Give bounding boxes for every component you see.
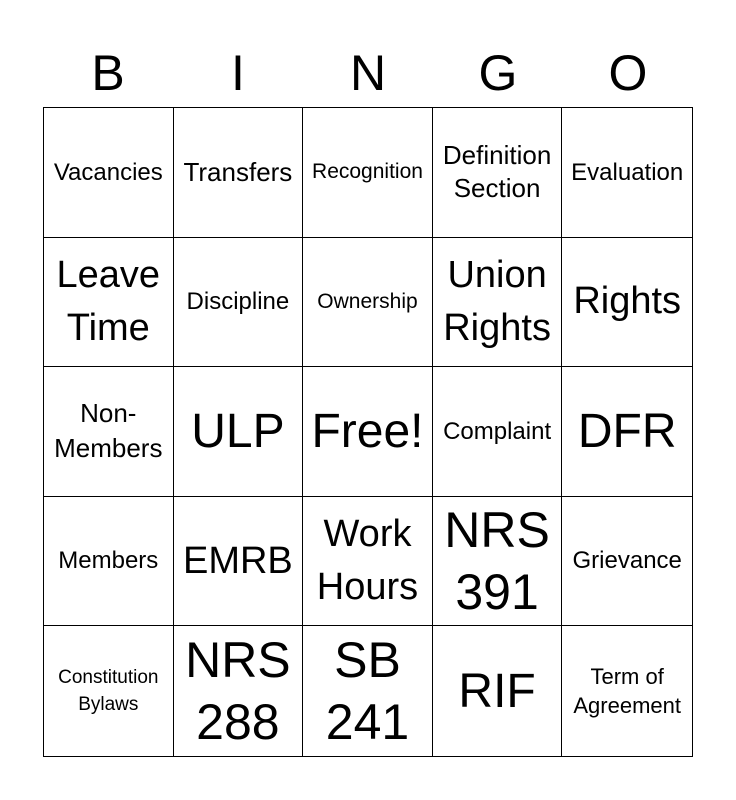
bingo-cell[interactable] bbox=[44, 108, 174, 238]
header-letter-i: I bbox=[231, 45, 245, 101]
cell-label: Free! bbox=[311, 404, 424, 458]
cell-label: Recognition bbox=[312, 160, 423, 184]
bingo-cell[interactable] bbox=[303, 626, 433, 756]
bingo-cell[interactable] bbox=[433, 108, 563, 238]
cell-label: Grievance bbox=[572, 547, 682, 575]
header-letter-b: B bbox=[91, 45, 125, 101]
cell-label: Work Hours bbox=[316, 512, 419, 609]
bingo-cell[interactable] bbox=[433, 626, 563, 756]
bingo-cell[interactable] bbox=[174, 367, 304, 497]
cell-label: Ownership bbox=[317, 289, 418, 313]
bingo-cell[interactable] bbox=[562, 367, 692, 497]
bingo-cell[interactable] bbox=[174, 238, 304, 368]
cell-label: Rights bbox=[573, 280, 682, 323]
cell-label: ULP bbox=[191, 404, 285, 458]
bingo-cell[interactable] bbox=[44, 367, 174, 497]
bingo-cell[interactable] bbox=[303, 497, 433, 627]
cell-label: Definition Section bbox=[442, 139, 552, 204]
bingo-cell[interactable] bbox=[174, 497, 304, 627]
header-letter-g: G bbox=[478, 45, 518, 101]
bingo-cell[interactable] bbox=[562, 497, 692, 627]
bingo-cell[interactable] bbox=[303, 108, 433, 238]
cell-label: Non- Members bbox=[54, 398, 163, 464]
cell-label: Constitution Bylaws bbox=[58, 666, 159, 716]
cell-label: Term of Agreement bbox=[573, 663, 681, 719]
cell-label: DFR bbox=[577, 404, 677, 458]
bingo-cell[interactable] bbox=[44, 626, 174, 756]
bingo-cell[interactable] bbox=[174, 108, 304, 238]
cell-label: Members bbox=[58, 547, 159, 575]
cell-label: NRS 288 bbox=[185, 631, 291, 751]
cell-label: EMRB bbox=[182, 539, 293, 582]
cell-label: NRS 391 bbox=[444, 501, 550, 621]
bingo-cell[interactable] bbox=[174, 626, 304, 756]
cell-label: Vacancies bbox=[53, 158, 163, 186]
bingo-cell[interactable] bbox=[433, 367, 563, 497]
bingo-cell[interactable] bbox=[44, 497, 174, 627]
header-letter-n: N bbox=[349, 45, 387, 101]
cell-label: SB 241 bbox=[325, 631, 410, 751]
cell-label: Union Rights bbox=[443, 253, 551, 349]
cell-label: Complaint bbox=[443, 417, 552, 445]
bingo-cell[interactable] bbox=[562, 626, 692, 756]
cell-label: Transfers bbox=[183, 156, 293, 187]
bingo-cell[interactable] bbox=[433, 238, 563, 368]
bingo-cell[interactable] bbox=[44, 238, 174, 368]
cell-label: Discipline bbox=[186, 288, 290, 316]
cell-label: Evaluation bbox=[571, 158, 684, 186]
cell-label: Leave Time bbox=[56, 253, 161, 349]
bingo-cell[interactable] bbox=[303, 238, 433, 368]
bingo-header bbox=[43, 40, 693, 106]
bingo-cell[interactable] bbox=[303, 367, 433, 497]
cell-label: RIF bbox=[458, 664, 536, 718]
bingo-board bbox=[43, 107, 693, 757]
bingo-cell[interactable] bbox=[562, 108, 692, 238]
bingo-cell[interactable] bbox=[562, 238, 692, 368]
bingo-cell[interactable] bbox=[433, 497, 563, 627]
header-letter-o: O bbox=[608, 45, 648, 101]
